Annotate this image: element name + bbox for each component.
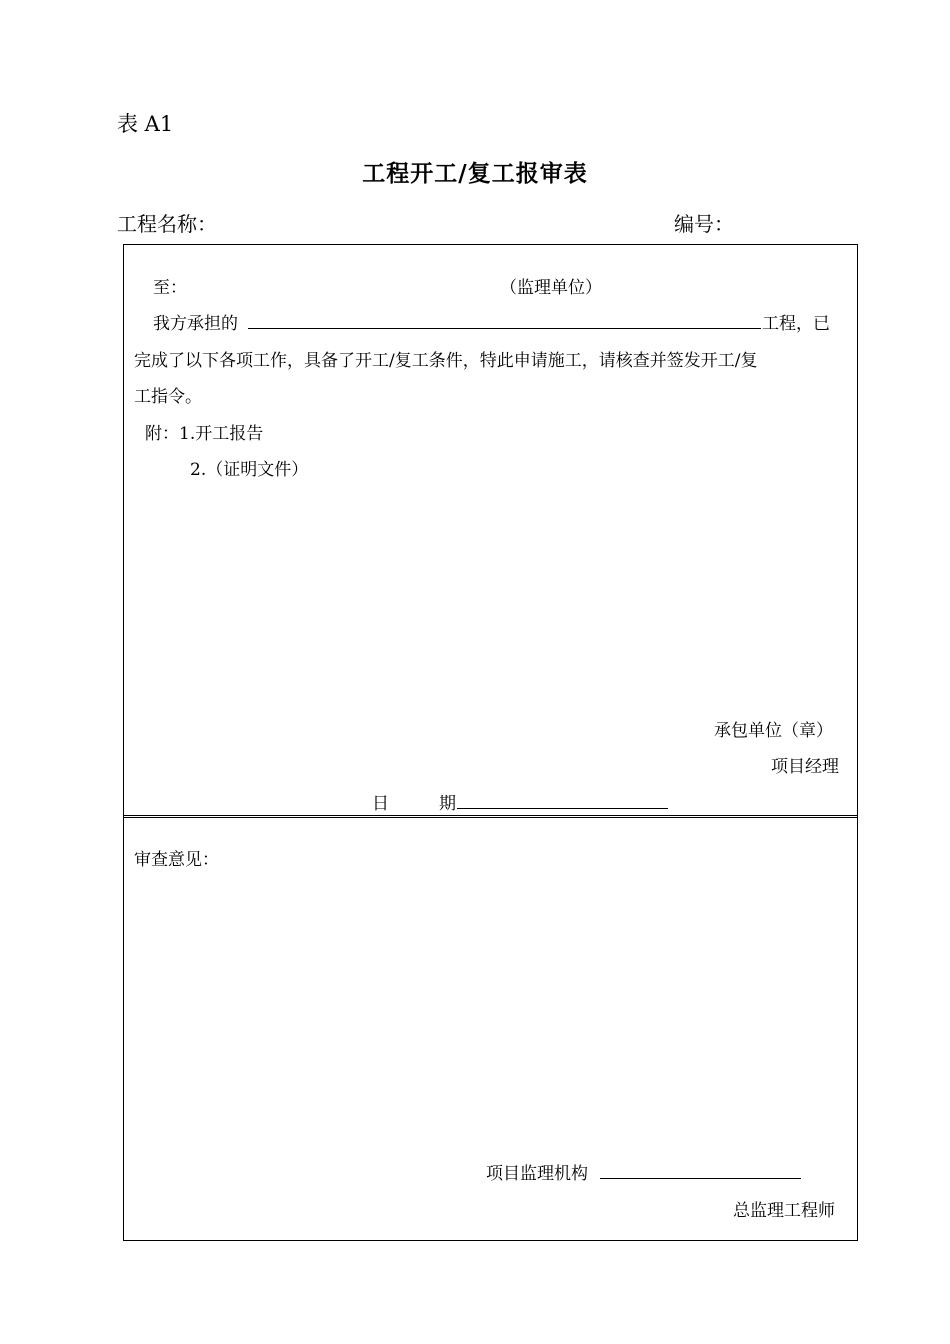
project-manager-label: 项目经理 [771,757,839,777]
project-name-label: 工程名称： [117,212,217,236]
number-label: 编号： [674,212,734,236]
page-title: 工程开工/复工报审表 [362,160,588,187]
review-opinion-label: 审查意见： [134,850,219,870]
supervision-org-label: 项目监理机构 [486,1164,588,1184]
supervision-org-blank[interactable] [600,1162,801,1179]
supervisor-unit-label: （监理单位） [500,278,602,298]
date-label-char-1: 日 [372,794,389,814]
date-blank[interactable] [457,792,668,809]
attachment-2: 2.（证明文件） [190,460,309,480]
form-code: 表 A1 [117,112,174,136]
contractor-seal-label: 承包单位（章） [714,721,833,741]
body-line3: 工指令。 [134,387,202,407]
body-prefix: 我方承担的 [153,314,238,334]
chief-engineer-label: 总监理工程师 [733,1201,835,1221]
body-line2: 完成了以下各项工作，具备了开工/复工条件，特此申请施工，请核查并签发开工/复 [134,351,758,371]
to-label: 至： [153,278,187,298]
project-name-blank[interactable] [248,312,761,329]
body-line1-end: 工程，已 [762,314,830,334]
attachments-label: 附：1.开工报告 [145,424,264,444]
date-label-char-2: 期 [439,794,456,814]
